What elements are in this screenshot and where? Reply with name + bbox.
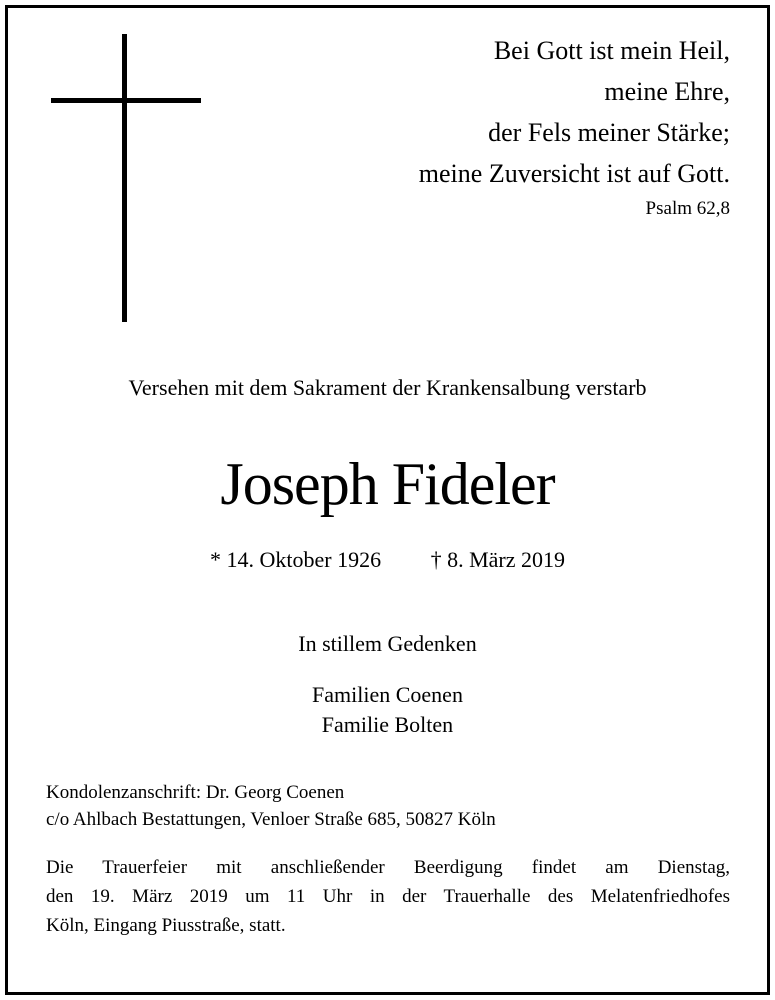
life-dates	[0, 547, 775, 573]
verse-line: der Fels meiner Stärke;	[488, 118, 730, 147]
verse-line: meine Zuversicht ist auf Gott.	[418, 159, 730, 188]
address-line: Kondolenzanschrift: Dr. Georg Coenen	[46, 782, 345, 803]
condolence-address	[46, 779, 496, 833]
cross-horizontal-bar	[51, 98, 201, 103]
deceased-name: Joseph Fideler	[220, 451, 555, 517]
death-date: † 8. März 2019	[430, 547, 565, 572]
verse-source: Psalm 62,8	[645, 198, 730, 219]
cross-vertical-bar	[122, 34, 127, 322]
verse-line: Bei Gott ist mein Heil,	[493, 36, 730, 65]
funeral-notice	[46, 853, 730, 940]
bible-verse	[419, 30, 730, 194]
address-line: c/o Ahlbach Bestattungen, Venloer Straße 685, 50827 Köln	[46, 809, 496, 830]
funeral-line: Die Trauerfeier mit anschließender Beerdigung findet am Dienstag,	[46, 857, 730, 878]
mourners	[0, 680, 775, 740]
intro-text: Versehen mit dem Sakrament der Krankensalbung verstarb	[128, 375, 647, 400]
family-name: Familie Bolten	[321, 712, 454, 737]
birth-date: * 14. Oktober 1926	[209, 547, 382, 572]
remembrance-text: In stillem Gedenken	[298, 631, 477, 656]
verse-line: meine Ehre,	[604, 77, 730, 106]
funeral-line: Köln, Eingang Piusstraße, statt.	[46, 915, 286, 936]
family-name: Familien Coenen	[312, 682, 463, 707]
funeral-line: den 19. März 2019 um 11 Uhr in der Trauerhalle des Melatenfriedhofes	[46, 886, 730, 907]
